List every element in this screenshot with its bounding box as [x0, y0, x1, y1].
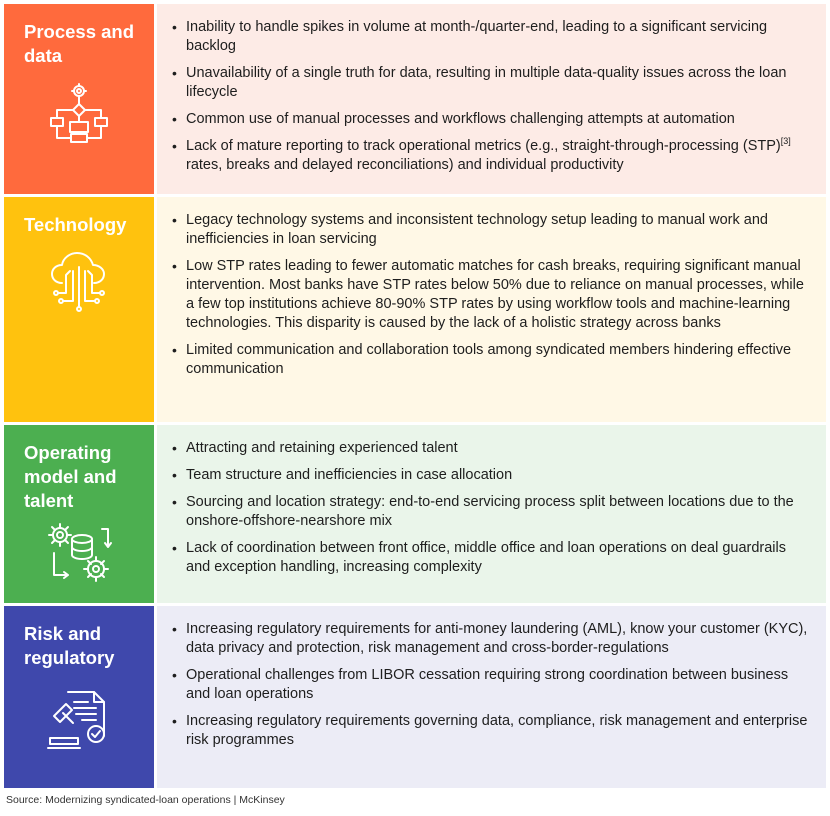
category-panel: [4, 425, 154, 603]
category-title: Operating model and talent: [24, 442, 117, 511]
category-panel: [4, 197, 154, 422]
process-flowchart-icon: [46, 82, 112, 148]
challenge-list: [157, 197, 826, 379]
footnote-reference: [3]: [780, 136, 791, 147]
cloud-circuit-icon: [46, 249, 112, 315]
list-item: • Inability to handle spikes in volume at month-/quarter-end, leading to a significant servicing backlog: [186, 18, 810, 56]
list-item: • Operational challenges from LIBOR cessation requiring strong coordination between business and loan operations: [186, 666, 810, 704]
gavel-document-icon: [46, 688, 112, 754]
challenge-list: [157, 606, 826, 750]
category-row-risk-and-regulatory: [4, 606, 826, 788]
list-item: • Team structure and inefficiencies in case allocation: [186, 466, 810, 485]
list-item: • Unavailability of a single truth for data, resulting in multiple data-quality issues across the loan lifecycle: [186, 64, 810, 102]
list-item-text: Lack of mature reporting to track operational metrics (e.g., straight-through-processing (STP): [186, 138, 781, 154]
category-panel: [4, 4, 154, 194]
source-caption: Source: Modernizing syndicated-loan operations | McKinsey: [6, 794, 285, 806]
challenge-list: [157, 4, 826, 175]
challenges-panel: [157, 606, 826, 788]
list-item: • Increasing regulatory requirements governing data, compliance, risk management and enterprise risk programmes: [186, 712, 810, 750]
category-title: Risk and regulatory: [24, 623, 115, 668]
list-item: • Low STP rates leading to fewer automatic matches for cash breaks, requiring significant manual intervention. Most banks have STP rates below 50% due to reliance on manual processes, while a few top institutions achieve 80-90% STP rates by using workflow tools and machine-learning technologies. This disparity is caused by the lack of a holistic strategy across banks: [186, 257, 810, 333]
category-title: Technology: [24, 214, 127, 235]
category-row-operating-model-and-talent: [4, 425, 826, 603]
challenge-list: [157, 425, 826, 577]
list-item: • Attracting and retaining experienced talent: [186, 439, 810, 458]
list-item: [186, 137, 810, 175]
list-item: • Increasing regulatory requirements for anti-money laundering (AML), know your customer (KYC), data privacy and protection, risk management and cross-border-regulations: [186, 620, 810, 658]
category-row-process-and-data: [4, 4, 826, 194]
list-item: • Lack of coordination between front office, middle office and loan operations on deal guardrails and exception handling, increasing complexity: [186, 539, 810, 577]
gears-database-icon: [46, 521, 112, 587]
list-item: • Sourcing and location strategy: end-to-end servicing process split between locations due to the onshore-offshore-nearshore mix: [186, 493, 810, 531]
list-item-text: rates, breaks and delayed reconciliations) and individual productivity: [186, 157, 624, 173]
category-panel: [4, 606, 154, 788]
category-title: Process and data: [24, 21, 135, 66]
challenges-panel: [157, 4, 826, 194]
list-item: • Common use of manual processes and workflows challenging attempts at automation: [186, 110, 810, 129]
list-item: • Limited communication and collaboration tools among syndicated members hindering effective communication: [186, 341, 810, 379]
category-row-technology: [4, 197, 826, 422]
list-item: • Legacy technology systems and inconsistent technology setup leading to manual work and inefficiencies in loan servicing: [186, 211, 810, 249]
challenges-panel: [157, 197, 826, 422]
challenges-panel: [157, 425, 826, 603]
